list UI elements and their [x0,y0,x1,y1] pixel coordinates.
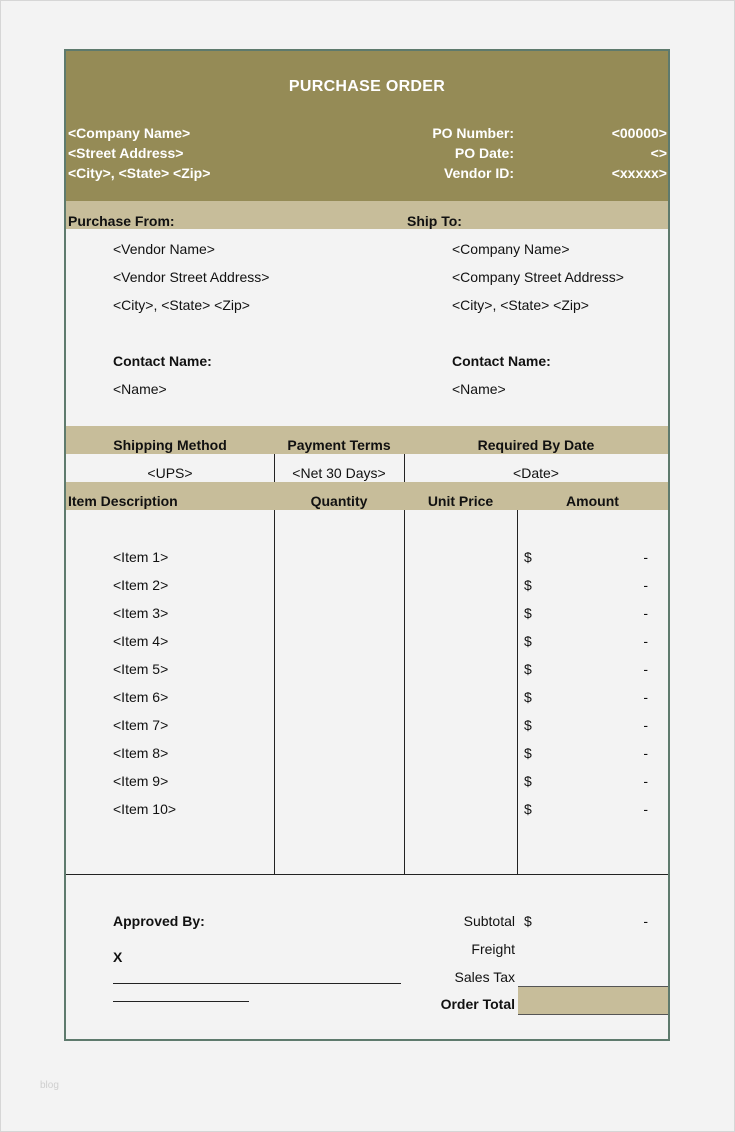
item-description[interactable]: <Item 2> [113,577,169,593]
item-currency: $ [524,717,532,733]
item-amount: - [643,605,648,621]
watermark: blog [40,1080,59,1091]
ship-to-label: Ship To: [407,213,462,229]
shipping-method-value[interactable]: <UPS> [147,465,193,481]
col-header-quantity: Quantity [310,493,368,509]
item-currency: $ [524,689,532,705]
vendor-contact-label: Contact Name: [113,353,212,369]
po-date-value[interactable]: <> [650,145,667,161]
required-by-date-label: Required By Date [477,437,595,453]
required-by-date-value[interactable]: <Date> [513,465,559,481]
item-amount: - [643,773,648,789]
subtotal-value: - [643,913,648,929]
vendor-city-state-zip[interactable]: <City>, <State> <Zip> [113,297,250,313]
header-city-state-zip: <City>, <State> <Zip> [68,165,211,181]
item-description[interactable]: <Item 1> [113,549,169,565]
item-currency: $ [524,773,532,789]
header-company-name: <Company Name> [68,125,191,141]
col-header-description: Item Description [68,493,178,509]
item-description[interactable]: <Item 7> [113,717,169,733]
po-number-value[interactable]: <00000> [611,125,667,141]
item-description[interactable]: <Item 8> [113,745,169,761]
ship-to-contact-label: Contact Name: [452,353,551,369]
item-description[interactable]: <Item 3> [113,605,169,621]
item-amount: - [643,689,648,705]
sales-tax-label: Sales Tax [454,969,515,985]
col-header-amount: Amount [566,493,619,509]
signature-line[interactable] [113,983,401,984]
shipping-method-label: Shipping Method [113,437,227,453]
ship-to-company-name[interactable]: <Company Name> [452,241,570,257]
ship-to-city-state-zip[interactable]: <City>, <State> <Zip> [452,297,589,313]
item-description[interactable]: <Item 5> [113,661,169,677]
po-number-label: PO Number: [432,125,514,141]
item-amount: - [643,745,648,761]
freight-label: Freight [471,941,515,957]
approved-by-label: Approved By: [113,913,205,929]
ship-to-contact-name[interactable]: <Name> [452,381,506,397]
items-divider-amount [517,510,518,874]
signature-mark: X [113,949,123,965]
col-header-unit-price: Unit Price [427,493,494,509]
payment-terms-value[interactable]: <Net 30 Days> [292,465,386,481]
vendor-id-label: Vendor ID: [443,165,514,181]
item-amount: - [643,717,648,733]
date-line[interactable] [113,1001,249,1002]
po-date-label: PO Date: [454,145,514,161]
subtotal-label: Subtotal [463,913,515,929]
header-street-address: <Street Address> [68,145,184,161]
order-total-value-box[interactable] [518,986,668,1015]
item-currency: $ [524,801,532,817]
document-title: PURCHASE ORDER [288,78,446,95]
items-bottom-line [66,874,668,875]
items-divider-unit-price [404,510,405,874]
shipping-divider-1 [274,454,275,482]
item-currency: $ [524,745,532,761]
item-description[interactable]: <Item 6> [113,689,169,705]
vendor-id-value[interactable]: <xxxxx> [611,165,667,181]
item-currency: $ [524,549,532,565]
item-description[interactable]: <Item 10> [113,801,177,817]
item-amount: - [643,549,648,565]
vendor-contact-name[interactable]: <Name> [113,381,167,397]
purchase-order-sheet [64,49,670,1041]
purchase-from-label: Purchase From: [68,213,175,229]
item-amount: - [643,661,648,677]
item-amount: - [643,577,648,593]
payment-terms-label: Payment Terms [287,437,391,453]
subtotal-currency: $ [524,913,532,929]
item-amount: - [643,801,648,817]
item-currency: $ [524,633,532,649]
item-amount: - [643,633,648,649]
vendor-street[interactable]: <Vendor Street Address> [113,269,270,285]
item-currency: $ [524,605,532,621]
item-currency: $ [524,577,532,593]
item-description[interactable]: <Item 9> [113,773,169,789]
ship-to-company-street[interactable]: <Company Street Address> [452,269,624,285]
items-divider-quantity [274,510,275,874]
item-description[interactable]: <Item 4> [113,633,169,649]
item-currency: $ [524,661,532,677]
header-band [66,51,668,201]
order-total-label: Order Total [440,996,515,1012]
vendor-name[interactable]: <Vendor Name> [113,241,215,257]
shipping-divider-2 [404,454,405,482]
